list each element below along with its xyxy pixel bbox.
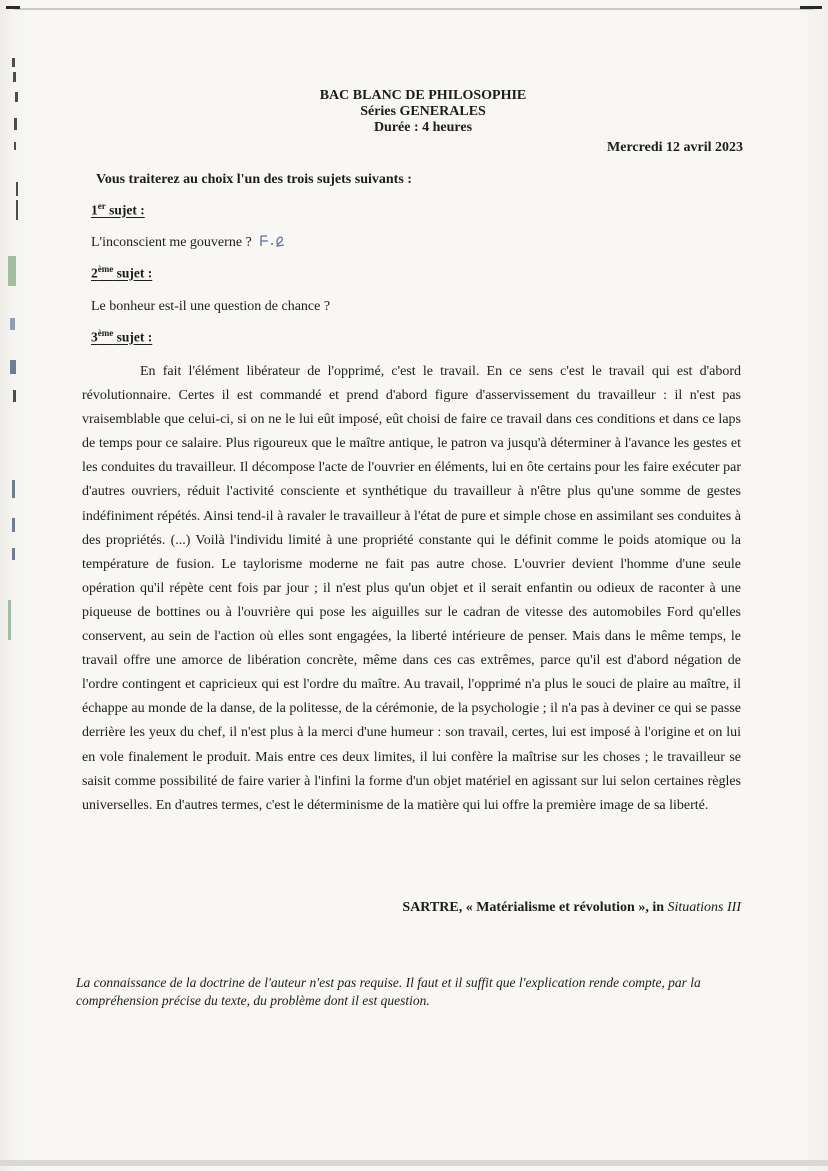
exam-header	[0, 88, 828, 136]
scan-corner-mark-right	[800, 6, 822, 9]
source-attribution	[300, 900, 741, 916]
handwritten-annotation-icon	[258, 233, 290, 249]
subject-2-text: Le bonheur est-il une question de chance ?	[91, 299, 331, 314]
source-work-title: Situations III	[667, 900, 741, 915]
exam-title: BAC BLANC DE PHILOSOPHIE	[319, 88, 527, 103]
text-passage	[82, 360, 741, 818]
subject-1-text: L'inconscient me gouverne ?	[91, 235, 252, 250]
passage-paragraph: En fait l'élément libérateur de l'opprimé, c'est le travail. En ce sens c'est le travail qui est d'abord révolutionnaire. Certes il est commandé et prend d'abord figure d'asservissement du travailleur : il n'est pas vraisemblable que celui-ci, si on ne le lui eût imposé, eût choisi de faire ce travail dans ces conditions et dans ce laps de temps pour ce salaire. Plus rigoureux que le maître antique, le patron va jusqu'à déterminer à l'avance les gestes et les conduites du travailleur. Il décompose l'acte de l'ouvrier en éléments, lui en ôte certains pour les faire exécuter par d'autres ouvriers, réduit l'activité consciente et synthétique du travailleur à n'être plus qu'une somme de gestes indéfiniment répétés. Ainsi tend-il à ravaler le travailleur à l'état de pure et simple chose en assimilant ses conduites à des propriétés. (...) Voilà l'individu limité à une propriété constante qui le définit comme le poids atomique ou la température de fusion. Le taylorisme moderne ne fait pas autre chose. L'ouvrier devient l'homme d'une seule opération qu'il répète cent fois par jour ; il n'est plus qu'un objet et il serait enfantin ou odieux de raconter à une piqueuse de bottines ou à l'ouvrière qui pose les aiguilles sur le cadran de vitesse des automobiles Ford qu'elles conservent, au sein de l'action où elles sont engagées, la liberté intérieure de penser. Mais dans le même temps, le travail offre une amorce de libération concrète, même dans ces cas extrêmes, parce qu'il est d'abord négation de l'ordre contingent et capricieux qui est l'ordre du maître. Au travail, l'opprimé n'a plus le souci de plaire au maître, il échappe au monde de la danse, de la politesse, de la cérémonie, de la psychologie ; il n'a pas à deviner ce qui se passe derrière les yeux du chef, il n'est plus à la merci d'une humeur : son travail, certes, lui est imposé à l'origine et on lui en vole finalement le produit. Mais entre ces deux limites, il lui confère la maîtrise sur les choses ; le travailleur se saisit comme possibilité de faire varier à l'infini la forme d'un objet matériel en agissant sur lui selon certaines règles universelles. En d'autres termes, c'est le déterminisme de la matière qui lui offre la première image de sa liberté.	[82, 364, 741, 813]
exam-series: Séries GENERALES	[360, 104, 486, 119]
exam-duration: Durée : 4 heures	[373, 120, 473, 135]
subject-1-heading: 1er sujet :	[91, 201, 145, 218]
scan-edge-top	[14, 8, 814, 10]
instruction: Vous traiterez au choix l'un des trois sujets suivants :	[96, 172, 412, 187]
exam-date: Mercredi 12 avril 2023	[607, 140, 743, 155]
subject-2-heading: 2ème sujet :	[91, 264, 153, 281]
scan-edge-bottom	[0, 1160, 828, 1166]
source-author-title: SARTRE, « Matérialisme et révolution », in	[402, 900, 668, 915]
scan-corner-mark-left	[6, 6, 20, 9]
subject-3-heading: 3ème sujet :	[91, 328, 153, 345]
method-note: La connaissance de la doctrine de l'auteur n'est pas requise. Il faut et il suffit que l'explication rende compte, par la compréhension précise du texte, du problème dont il est question.	[76, 975, 701, 1008]
